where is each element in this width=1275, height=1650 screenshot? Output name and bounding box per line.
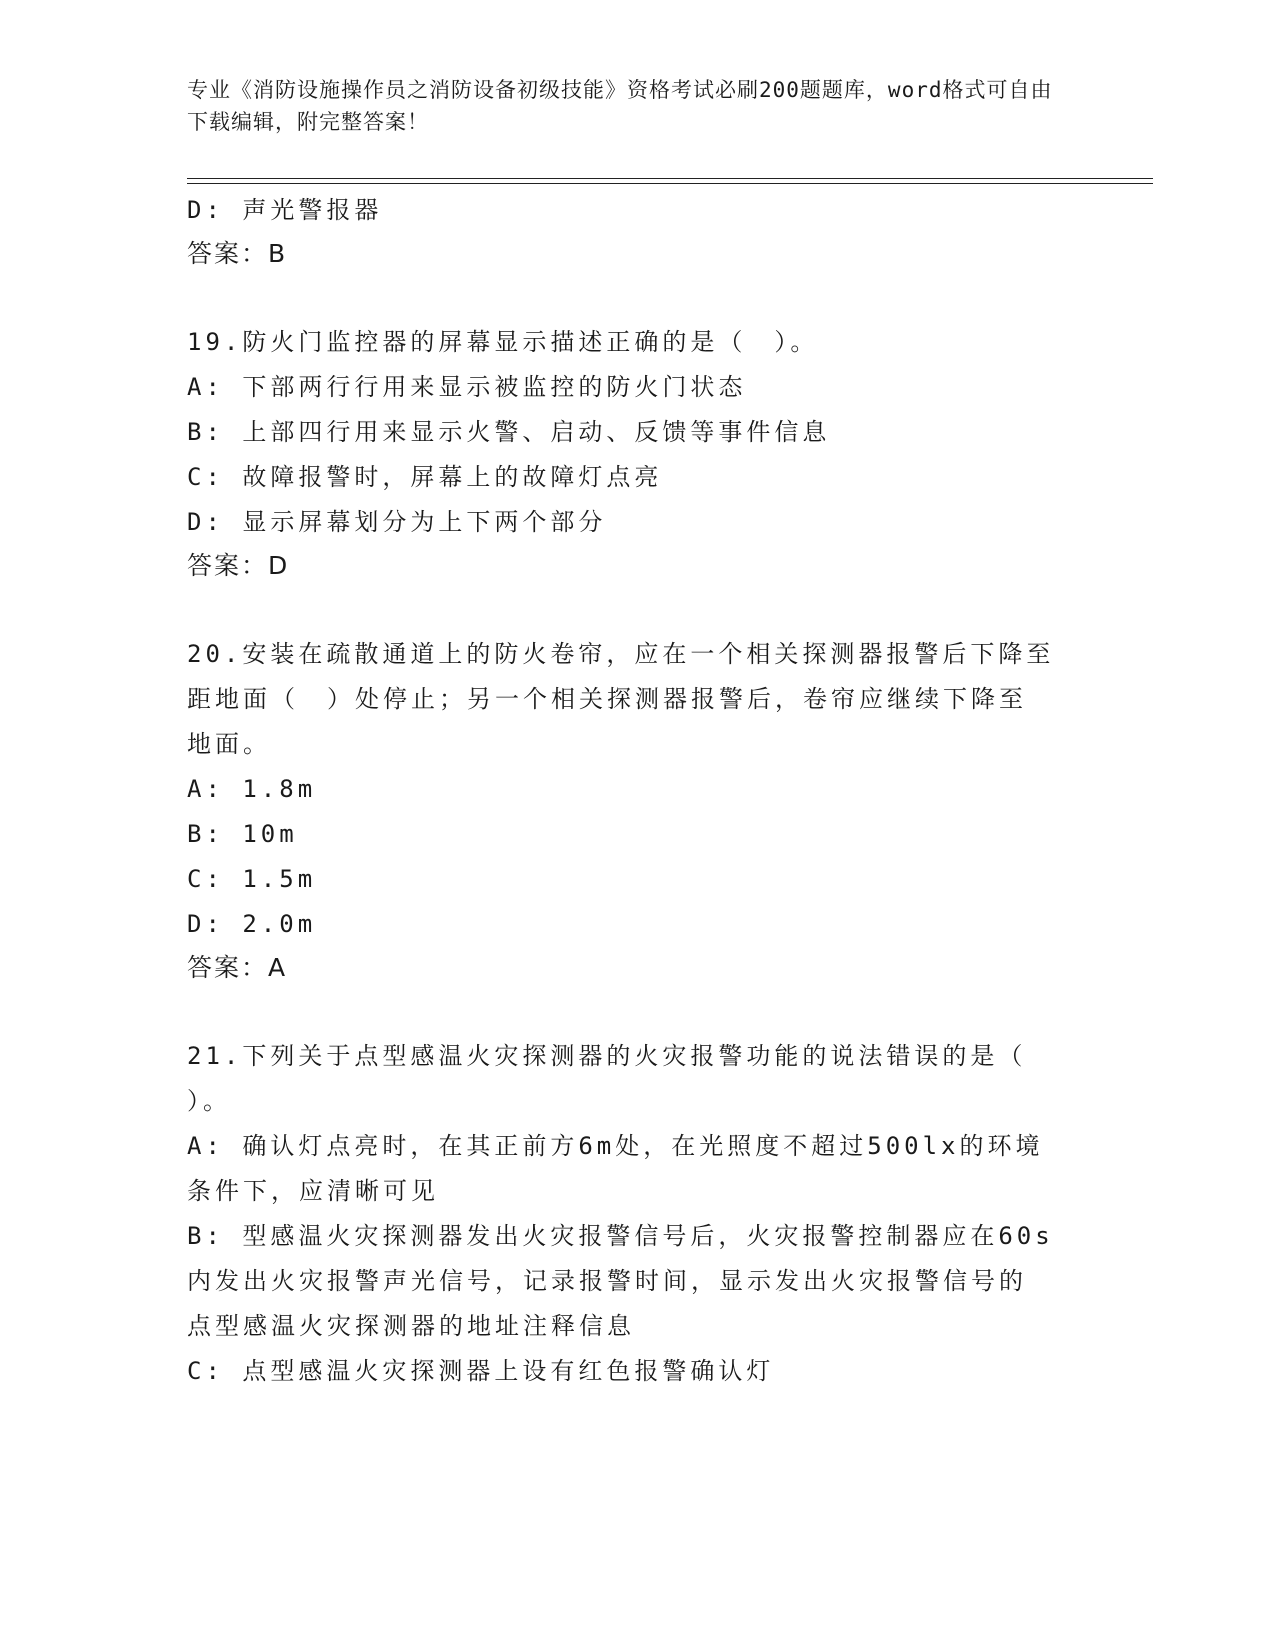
q19-option-b: B: 上部四行用来显示火警、启动、反馈等事件信息 (187, 418, 831, 446)
header-rule-top (187, 178, 1153, 179)
q21-option-b-line2: 内发出火灾报警声光信号，记录报警时间，显示发出火灾报警信号的 (187, 1267, 1027, 1295)
q21-option-b-line3: 点型感温火灾探测器的地址注释信息 (187, 1312, 635, 1340)
q19-option-d: D: 显示屏幕划分为上下两个部分 (187, 508, 607, 536)
q21-option-c: C: 点型感温火灾探测器上设有红色报警确认灯 (187, 1357, 775, 1385)
q20-option-b: B: 10m (187, 820, 298, 848)
q19-option-c: C: 故障报警时，屏幕上的故障灯点亮 (187, 463, 663, 491)
q21-stem-line1: 21.下列关于点型感温火灾探测器的火灾报警功能的说法错误的是（ (187, 1042, 1027, 1070)
q20-option-d: D: 2.0m (187, 910, 317, 938)
prev-answer: 答案：B (187, 239, 288, 268)
document-header (187, 74, 1067, 138)
q19-answer: 答案：D (187, 551, 290, 580)
q20-option-c: C: 1.5m (187, 865, 317, 893)
q20-stem-line1: 20.安装在疏散通道上的防火卷帘，应在一个相关探测器报警后下降至 (187, 640, 1055, 668)
q20-stem-line2: 距地面（ ）处停止；另一个相关探测器报警后，卷帘应继续下降至 (187, 685, 1027, 713)
q20-option-a: A: 1.8m (187, 775, 317, 803)
q21-option-a-line1: A: 确认灯点亮时，在其正前方6m处，在光照度不超过500lx的环境 (187, 1132, 1044, 1160)
q20-answer: 答案：A (187, 953, 288, 982)
header-rule-bottom (187, 183, 1153, 184)
q21-stem-line2: ）。 (187, 1087, 231, 1115)
q19-stem: 19.防火门监控器的屏幕显示描述正确的是（ ）。 (187, 328, 819, 356)
q20-stem-line3: 地面。 (187, 730, 271, 758)
q21-option-a-line2: 条件下，应清晰可见 (187, 1177, 439, 1205)
q19-option-a: A: 下部两行行用来显示被监控的防火门状态 (187, 373, 747, 401)
prev-option-d: D: 声光警报器 (187, 196, 383, 224)
header-text: 专业《消防设施操作员之消防设备初级技能》资格考试必刷200题题库，word格式可自由下载编辑，附完整答案！ (187, 78, 1053, 134)
q21-option-b-line1: B: 型感温火灾探测器发出火灾报警信号后，火灾报警控制器应在60s (187, 1222, 1054, 1250)
